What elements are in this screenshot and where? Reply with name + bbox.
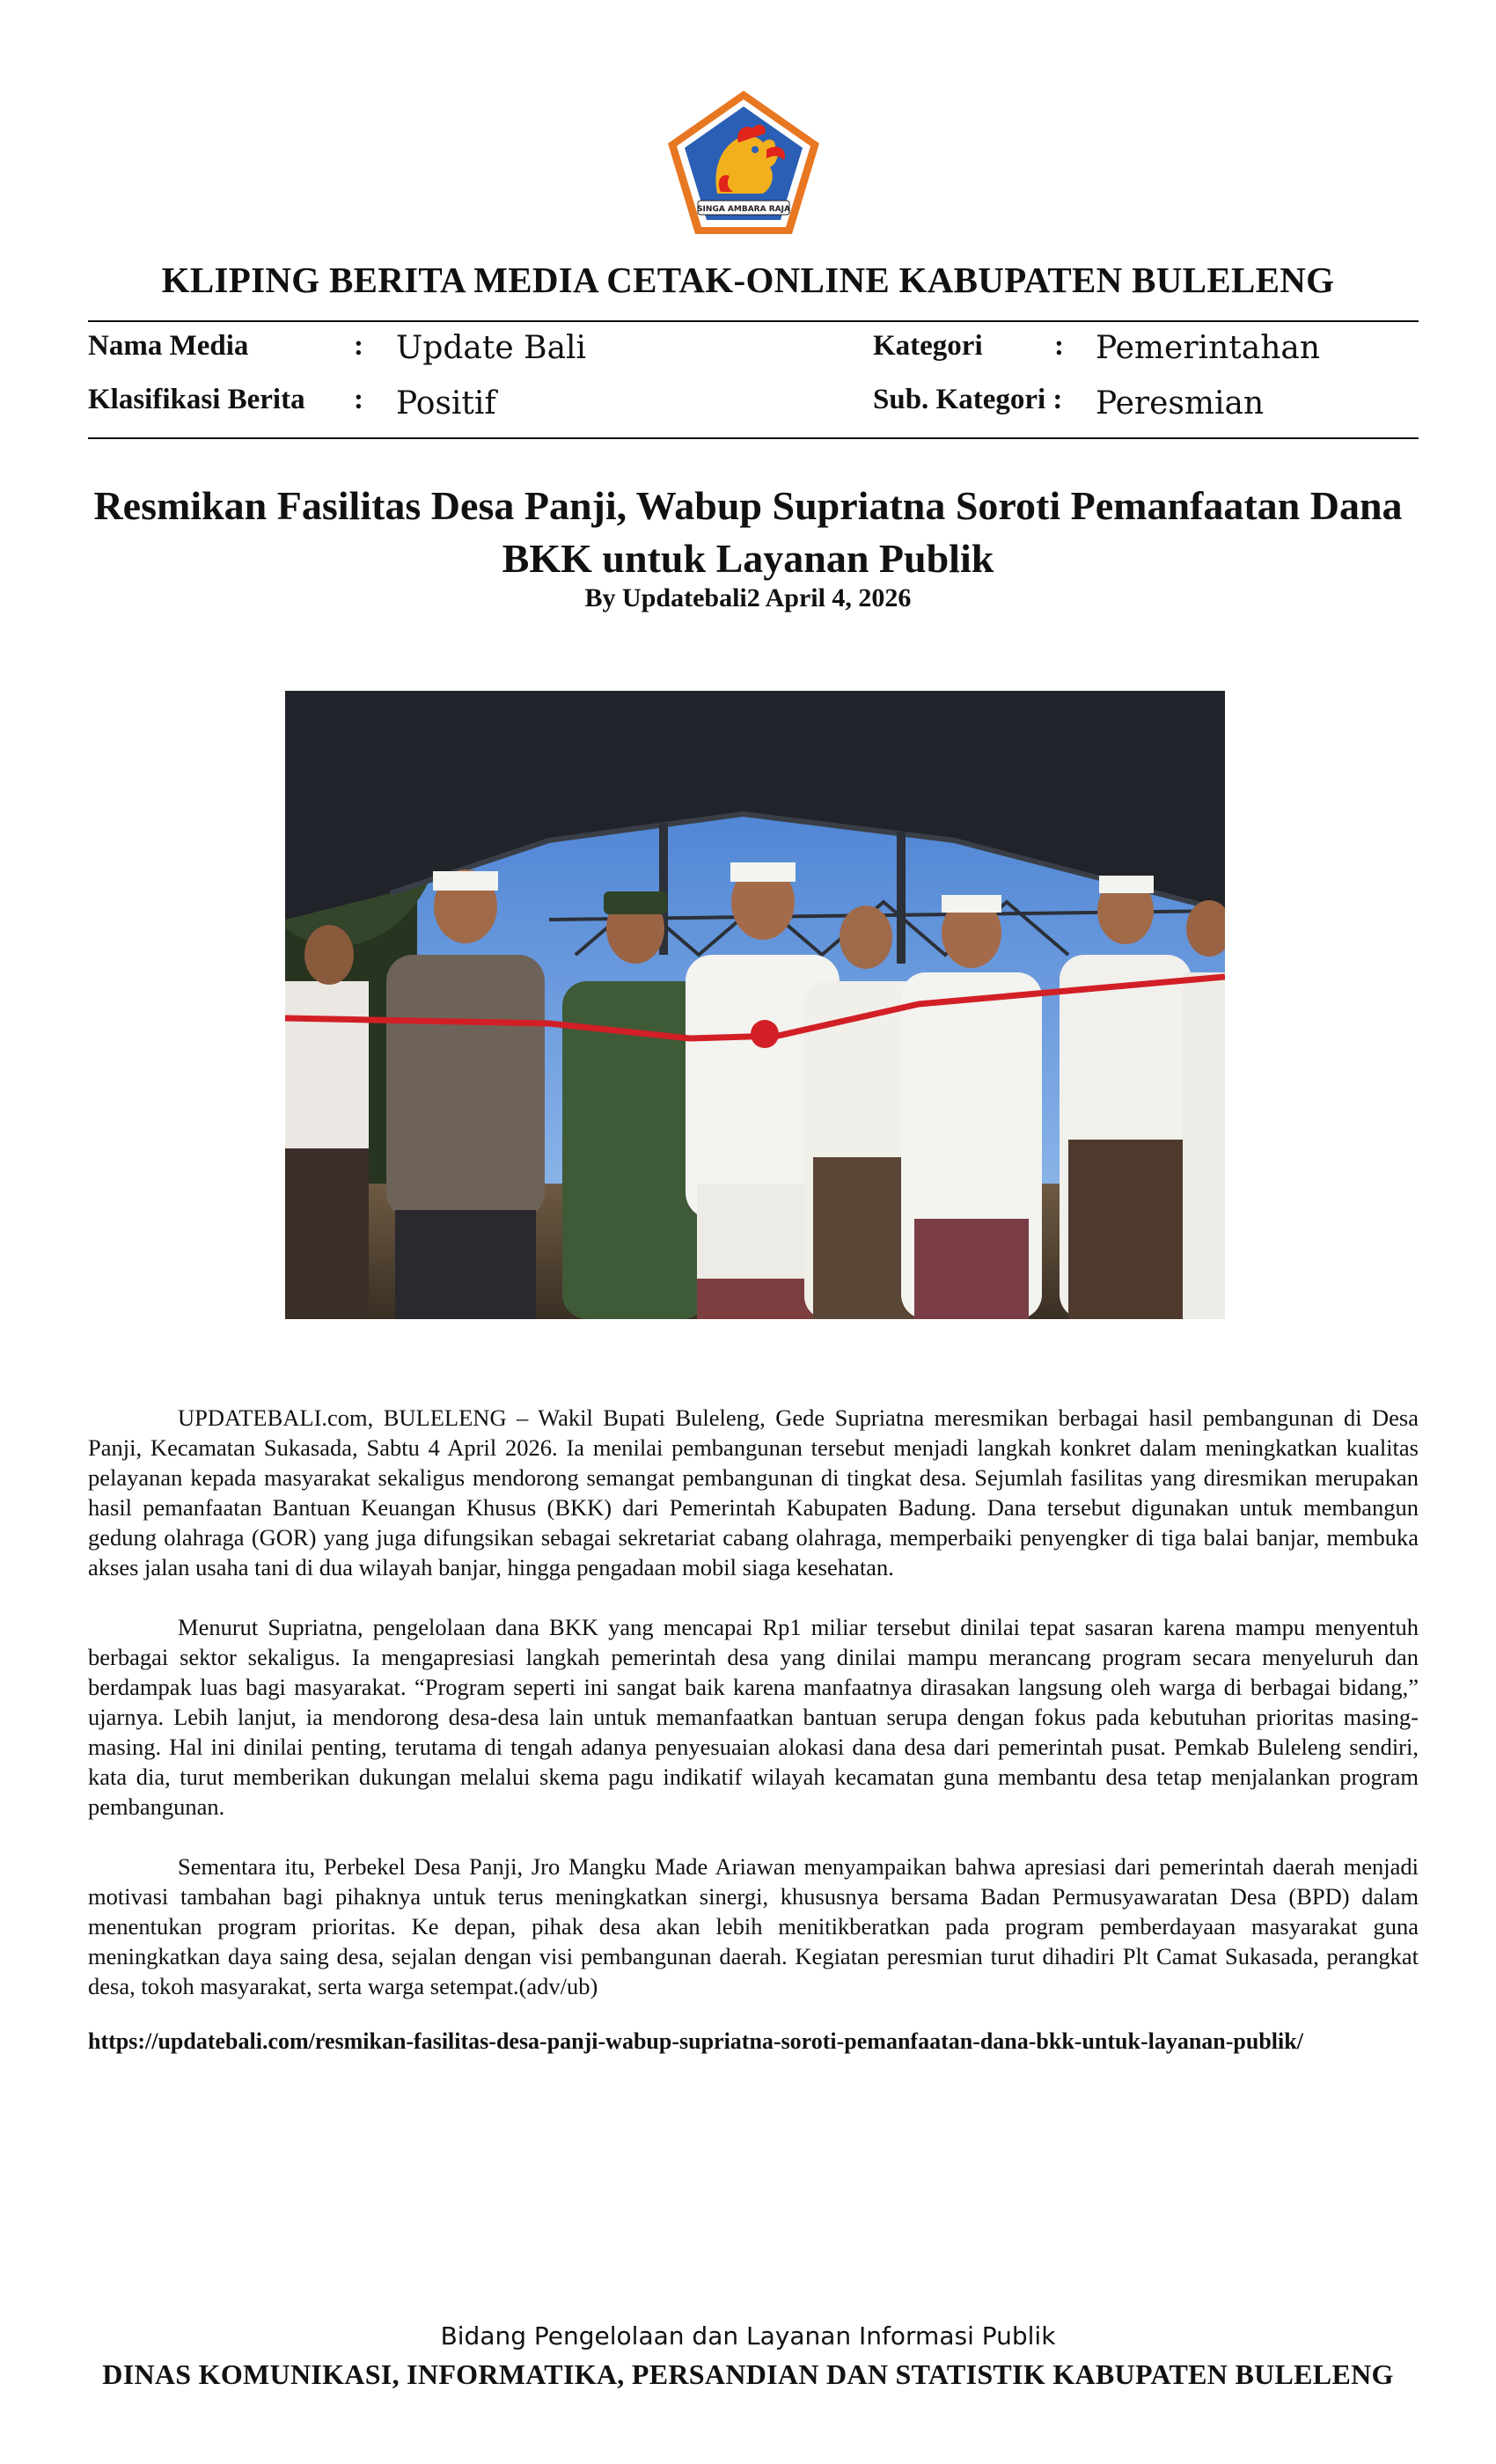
article-paragraph: Sementara itu, Perbekel Desa Panji, Jro Mangku Made Ariawan menyampaikan bahwa apresiasi dari pemerintah daerah menjadi motivasi tambahan bagi pihaknya untuk terus meningkatkan sinergi, khususnya bersama Badan Permusyawaratan Desa (BPD) dalam menentukan program prioritas. Ke depan, pihak desa akan lebih menitikberatkan pada program pemberdayaan masyarakat guna meningkatkan daya saing desa, sejalan dengan visi pembangunan daerah. Kegiatan peresmian turut dihadiri Plt Camat Sukasada, perangkat desa, tokoh masyarakat, serta warga setempat.(adv/ub)	[88, 1853, 1419, 1999]
kategori-value: Pemerintahan	[1096, 330, 1321, 366]
article-paragraph: UPDATEBALI.com, BULELENG – Wakil Bupati Buleleng, Gede Supriatna meresmikan berbagai hasil pembangunan di Desa Panji, Kecamatan Sukasada, Sabtu 4 April 2026. Ia menilai pembangunan tersebut menjadi langkah konkret dalam meningkatkan kualitas pelayanan kepada masyarakat sekaligus mendorong semangat pembangunan di tingkat desa. Sejumlah fasilitas yang diresmikan merupakan hasil pemanfaatan Bantuan Keuangan Khusus (BKK) dari Pemerintah Kabupaten Badung. Dana tersebut digunakan untuk membangun gedung olahraga (GOR) yang juga difungsikan sebagai sekretariat cabang olahraga, memperbaiki penyengker di tiga balai banjar, membuka akses jalan usaha tani di dua wilayah banjar, hingga pengadaan mobil siaga kesehatan.	[88, 1404, 1419, 1580]
regency-logo	[664, 88, 823, 238]
footer-unit: Bidang Pengelolaan dan Layanan Informasi Publik	[440, 2321, 1056, 2350]
klasifikasi-value: Positif	[396, 385, 496, 422]
footer-office: DINAS KOMUNIKASI, INFORMATIKA, PERSANDIAN DAN STATISTIK KABUPATEN BULELENG	[102, 2358, 1394, 2390]
kategori-colon: :	[1054, 330, 1064, 362]
nama-media-value: Update Bali	[396, 330, 587, 366]
source-link[interactable]: https://updatebali.com/resmikan-fasilitas-desa-panji-wabup-supriatna-soroti-pemanfaatan-dana-bkk-untuk-layanan-publik/	[88, 2028, 1303, 2054]
article-title: Resmikan Fasilitas Desa Panji, Wabup Supriatna Soroti Pemanfaatan Dana BKK untuk Layanan Publik	[93, 483, 1403, 581]
header-divider-bottom	[88, 437, 1419, 439]
kategori-label: Kategori	[873, 330, 983, 362]
nama-media-label: Nama Media	[88, 330, 249, 362]
nama-media-colon: :	[354, 330, 363, 362]
ribbon-cutting-photo	[285, 691, 1225, 1319]
article-photo	[285, 691, 1225, 1319]
article-body	[88, 1403, 1419, 2031]
singa-ambara-raja-emblem-icon	[664, 88, 823, 238]
clipping-title: KLIPING BERITA MEDIA CETAK-ONLINE KABUPATEN BULELENG	[161, 260, 1335, 300]
klasifikasi-colon: :	[354, 384, 363, 415]
article-byline: By Updatebali2 April 4, 2026	[584, 583, 912, 612]
sub-kategori-value: Peresmian	[1096, 385, 1265, 422]
sub-kategori-label: Sub. Kategori :	[873, 384, 1063, 415]
header-divider-top	[88, 320, 1419, 322]
klasifikasi-label: Klasifikasi Berita	[88, 384, 305, 415]
article-paragraph: Menurut Supriatna, pengelolaan dana BKK yang mencapai Rp1 miliar tersebut dinilai tepat sasaran karena mampu menyentuh berbagai sektor sekaligus. Ia mengapresiasi langkah pemerintah desa yang dinilai mampu merancang program secara menyeluruh dan berdampak luas bagi masyarakat. “Program seperti ini sangat baik karena manfaatnya dirasakan langsung oleh warga di berbagai bidang,” ujarnya. Lebih lanjut, ia mendorong desa-desa lain untuk memanfaatkan bantuan serupa dengan fokus pada kebutuhan prioritas masing-masing. Hal ini dinilai penting, terutama di tengah adanya penyesuaian alokasi dana desa dari pemerintah pusat. Pemkab Buleleng sendiri, kata dia, turut memberikan dukungan melalui skema pagu indikatif wilayah kecamatan guna membantu desa tetap menjalankan program pembangunan.	[88, 1614, 1419, 1820]
svg-text:SINGA AMBARA RAJA: SINGA AMBARA RAJA	[697, 205, 790, 214]
